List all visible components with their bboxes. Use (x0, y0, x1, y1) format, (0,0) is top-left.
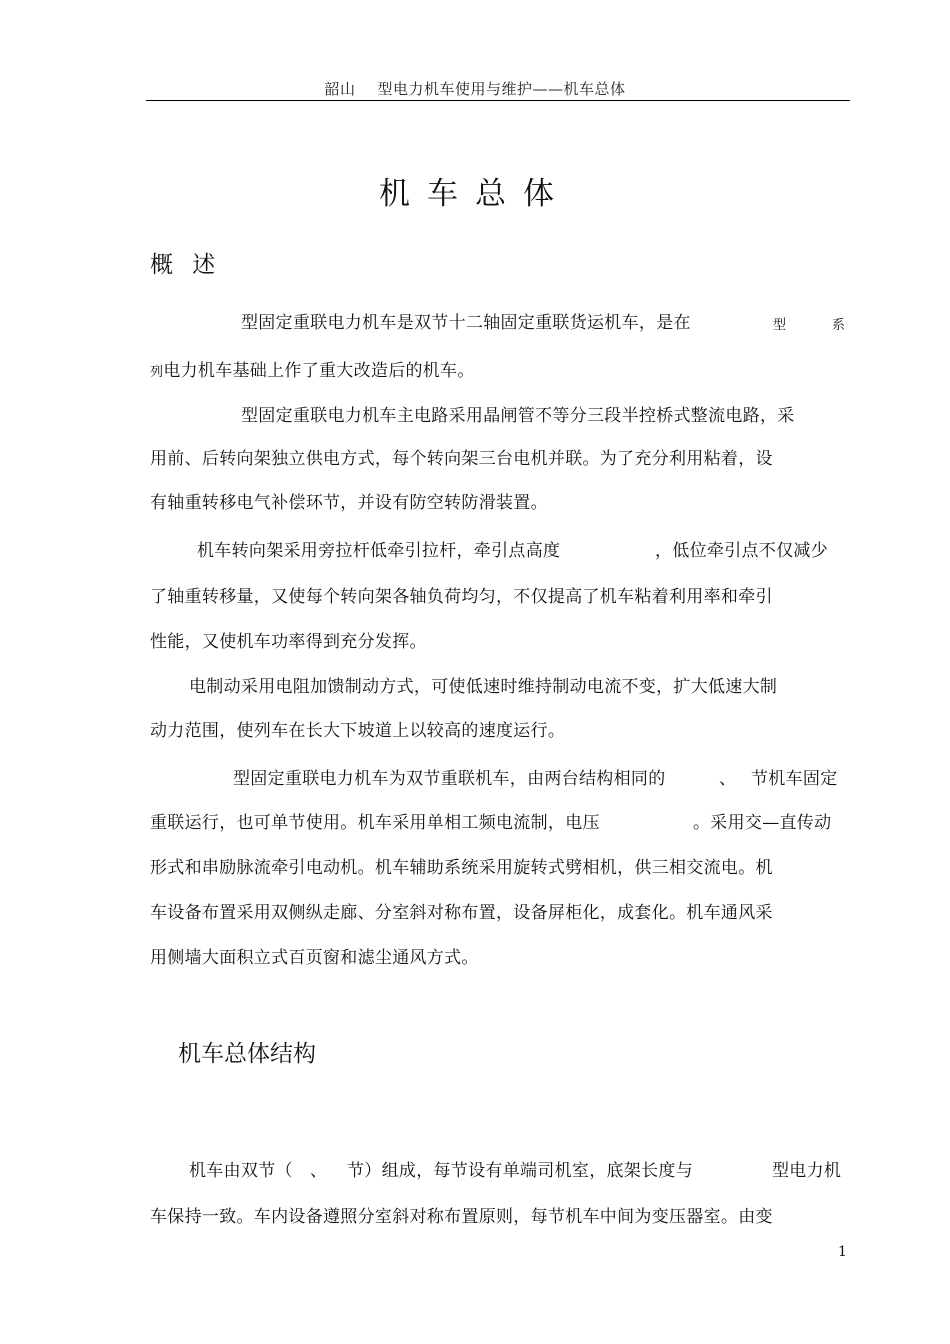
p6-line1a: 机车由双节（ (189, 1161, 293, 1181)
p5-line1c: 节机车固定 (751, 769, 838, 789)
p2-line2: 用前、后转向架独立供电方式，每个转向架三台电机并联。为了充分利用粘着，设 (150, 449, 773, 469)
p6-line1d: 型电力机 (772, 1161, 842, 1181)
running-header (0, 78, 950, 99)
p5-line1b: 、 (719, 769, 737, 789)
p1-line1-series: 系 (832, 318, 846, 333)
p3-line1b: ，低位牵引点不仅减少 (655, 541, 828, 561)
p6-line1b: 、 (310, 1161, 328, 1181)
p6-line2: 车保持一致。车内设备遵照分室斜对称布置原则，每节机车中间为变压器室。由变 (150, 1207, 773, 1227)
section-heading-overview: 概 述 (150, 252, 222, 278)
p4-line1: 电制动采用电阻加馈制动方式，可使低速时维持制动电流不变，扩大低速大制 (189, 677, 778, 697)
p5-line4: 车设备布置采用双侧纵走廊、分室斜对称布置，设备屏柜化，成套化。机车通风采 (150, 903, 773, 923)
header-left: 韶山 (324, 80, 356, 98)
header-rule (146, 100, 850, 101)
p5-line2b: 。采用交—直传动 (693, 813, 832, 833)
section-heading-structure: 机车总体结构 (178, 1041, 316, 1067)
p5-line3: 形式和串励脉流牵引电动机。机车辅助系统采用旋转式劈相机，供三相交流电。机 (150, 858, 773, 878)
p3-line3: 性能，又使机车功率得到充分发挥。 (150, 632, 427, 652)
p5-line1a: 型固定重联电力机车为双节重联机车，由两台结构相同的 (233, 769, 666, 789)
p2-line3: 有轴重转移电气补偿环节，并设有防空转防滑装置。 (150, 493, 548, 513)
p3-line1a: 机车转向架采用旁拉杆低牵引拉杆，牵引点高度 (197, 541, 561, 561)
p3-line2: 了轴重转移量，又使每个转向架各轴负荷均匀，不仅提高了机车粘着利用率和牵引 (150, 587, 773, 607)
document-title: 机车总体 (379, 176, 571, 212)
p6-line1c: 节）组成，每节设有单端司机室，底架长度与 (347, 1161, 693, 1181)
p1-line2: 列电力机车基础上作了重大改造后的机车。 (150, 361, 475, 381)
p2-line1: 型固定重联电力机车主电路采用晶闸管不等分三段半控桥式整流电路，采 (241, 406, 795, 426)
page-number: 1 (838, 1244, 847, 1260)
p1-line1-type: 型 (773, 318, 787, 333)
p5-line5: 用侧墙大面积立式百页窗和滤尘通风方式。 (150, 948, 479, 968)
p1-line1: 型固定重联电力机车是双节十二轴固定重联货运机车，是在 (241, 313, 691, 333)
p5-line2a: 重联运行，也可单节使用。机车采用单相工频电流制，电压 (150, 813, 600, 833)
p4-line2: 动力范围，使列车在长大下坡道上以较高的速度运行。 (150, 721, 566, 741)
header-right: 型电力机车使用与维护——机车总体 (377, 80, 626, 98)
